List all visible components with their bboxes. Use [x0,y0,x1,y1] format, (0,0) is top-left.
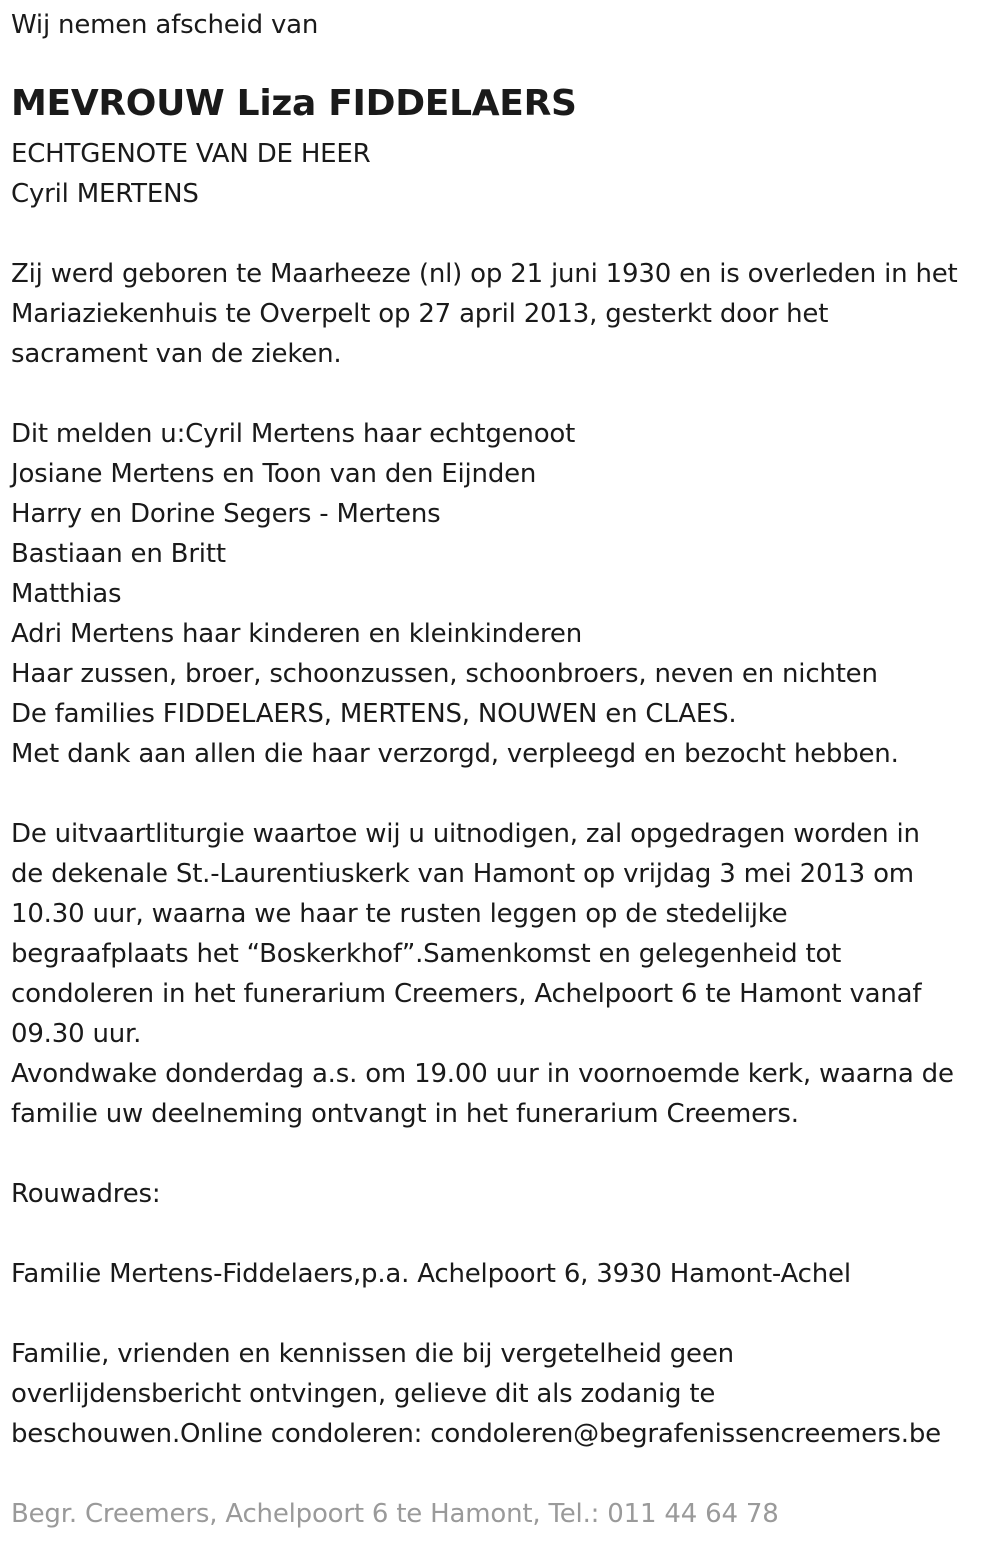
deceased-name: MEVROUW Liza FIDDELAERS [11,83,577,124]
family-line: Josiane Mertens en Toon van den Eijnden [11,459,537,489]
mourning-address-label: Rouwadres: [11,1179,161,1209]
closing-line: Familie, vrienden en kennissen die bij vergetelheid geen [11,1339,734,1369]
liturgy-line: de dekenale St.-Laurentiuskerk van Hamont op vrijdag 3 mei 2013 om [11,859,914,889]
family-line: Dit melden u:Cyril Mertens haar echtgenoot [11,419,576,449]
liturgy-line: 10.30 uur, waarna we haar te rusten leggen op de stedelijke [11,899,788,929]
closing-line: overlijdensbericht ontvingen, gelieve dit als zodanig te [11,1379,716,1409]
family-line: Haar zussen, broer, schoonzussen, schoonbroers, neven en nichten [11,659,878,689]
family-line: Bastiaan en Britt [11,539,226,569]
funeral-home-footer: Begr. Creemers, Achelpoort 6 te Hamont, Tel.: 011 44 64 78 [11,1499,779,1529]
liturgy-line: familie uw deelneming ontvangt in het funerarium Creemers. [11,1099,799,1129]
liturgy-line: begraafplaats het “Boskerkhof”.Samenkomst en gelegenheid tot [11,939,842,969]
liturgy-line: condoleren in het funerarium Creemers, Achelpoort 6 te Hamont vanaf [11,979,922,1009]
birth-line: sacrament van de zieken. [11,339,342,369]
family-line: Harry en Dorine Segers - Mertens [11,499,441,529]
liturgy-line: 09.30 uur. [11,1019,142,1049]
birth-line: Mariaziekenhuis te Overpelt op 27 april 2013, gesterkt door het [11,299,829,329]
spouse-line-1: ECHTGENOTE VAN DE HEER [11,139,371,169]
liturgy-line: Avondwake donderdag a.s. om 19.00 uur in voornoemde kerk, waarna de [11,1059,954,1089]
birth-line: Zij werd geboren te Maarheeze (nl) op 21 juni 1930 en is overleden in het [11,259,958,289]
family-line: Adri Mertens haar kinderen en kleinkinderen [11,619,582,649]
spouse-line-2: Cyril MERTENS [11,179,199,209]
mourning-address: Familie Mertens-Fiddelaers,p.a. Achelpoort 6, 3930 Hamont-Achel [11,1259,851,1289]
intro-text: Wij nemen afscheid van [11,10,319,40]
family-line: Matthias [11,579,122,609]
liturgy-line: De uitvaartliturgie waartoe wij u uitnodigen, zal opgedragen worden in [11,819,920,849]
family-line: Met dank aan allen die haar verzorgd, verpleegd en bezocht hebben. [11,739,899,769]
closing-line: beschouwen.Online condoleren: condoleren@begrafenissencreemers.be [11,1419,941,1449]
family-line: De families FIDDELAERS, MERTENS, NOUWEN en CLAES. [11,699,737,729]
